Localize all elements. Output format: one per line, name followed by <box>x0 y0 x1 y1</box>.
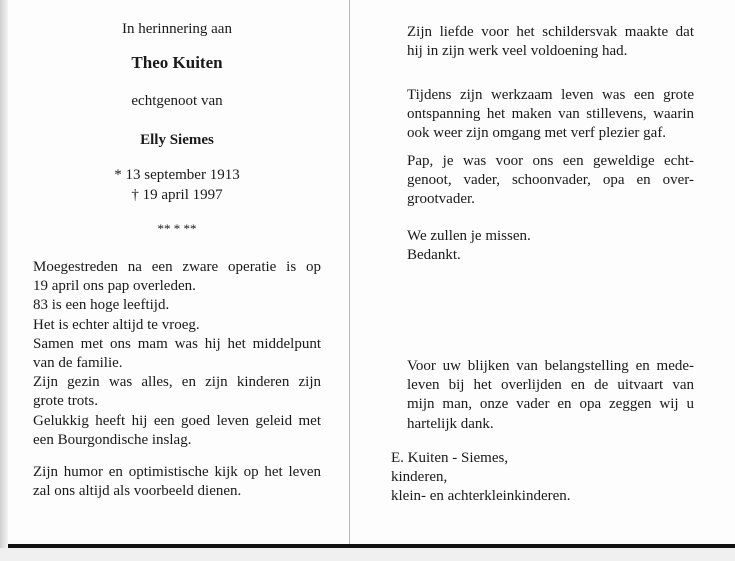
right-paragraph-3 <box>407 152 694 210</box>
card-fold-line <box>349 0 350 548</box>
text-line: Bedankt. <box>407 247 461 264</box>
signature-block <box>391 449 691 507</box>
text-line: een Bourgondische inslag. <box>33 431 192 448</box>
text-line: leven bij het overlijden en de uitvaart van <box>407 377 694 394</box>
scan-left-edge <box>0 0 8 561</box>
spouse-name: Elly Siemes <box>140 132 214 148</box>
right-paragraph-4 <box>407 227 694 265</box>
text-line: Zijn humor en optimistische kijk op het leven <box>33 464 321 480</box>
spouse-label: echtgenoot van <box>131 93 223 109</box>
text-line: Tijdens zijn werkzaam leven was een grote <box>407 87 694 103</box>
text-line: hij in zijn werk veel voldoening had. <box>407 43 628 60</box>
right-paragraph-2 <box>407 86 694 144</box>
separator-stars: ** * ** <box>157 221 197 236</box>
right-paragraph-1 <box>407 23 694 61</box>
text-line: Zijn liefde voor het schildersvak maakte dat <box>407 24 694 40</box>
text-line: ontspanning het maken van stillevens, waarin <box>407 106 694 123</box>
text-line: 83 is een hoge leeftijd. <box>33 297 170 314</box>
scan-bottom-shade <box>0 548 735 561</box>
deceased-name: Theo Kuiten <box>131 53 223 72</box>
scan-bottom-border <box>8 544 735 548</box>
text-line: hartelijk dank. <box>407 415 494 432</box>
text-line: Moegestreden na een zware operatie is op <box>33 259 321 275</box>
text-line: 19 april ons pap overleden. <box>33 278 196 295</box>
death-date: † 19 april 1997 <box>131 187 223 203</box>
signature-line: kinderen, <box>391 469 448 486</box>
text-line: grote trots. <box>33 393 98 410</box>
text-line: Zijn gezin was alles, en zijn kinderen zijn <box>33 374 321 391</box>
left-paragraph-2 <box>33 463 321 501</box>
text-line: Het is echter altijd te vroeg. <box>33 316 200 333</box>
text-line: ook weer zijn omgang met verf plezier gaf. <box>407 125 667 142</box>
text-line: mijn man, onze vader en opa zeggen wij u <box>407 396 694 413</box>
text-line: van de familie. <box>33 355 123 372</box>
text-line: We zullen je missen. <box>407 228 531 244</box>
right-paragraph-5 <box>407 357 694 434</box>
text-line: grootvader. <box>407 191 475 208</box>
text-line: Voor uw blijken van belangstelling en mede- <box>407 358 694 374</box>
text-line: genoot, vader, schoonvader, opa en over- <box>407 172 694 189</box>
signature-line: klein- en achterkleinkinderen. <box>391 488 571 505</box>
text-line: zal ons altijd als voorbeeld dienen. <box>33 483 242 500</box>
left-paragraph-1 <box>33 258 321 450</box>
text-line: Samen met ons mam was hij het middelpunt <box>33 335 321 352</box>
text-line: Gelukkig heeft hij een goed leven geleid met <box>33 412 321 429</box>
intro-text: In herinnering aan <box>122 21 232 37</box>
signature-line: E. Kuiten - Siemes, <box>391 450 509 466</box>
birth-date: * 13 september 1913 <box>114 167 240 183</box>
text-line: Pap, je was voor ons een geweldige echt- <box>407 153 694 169</box>
